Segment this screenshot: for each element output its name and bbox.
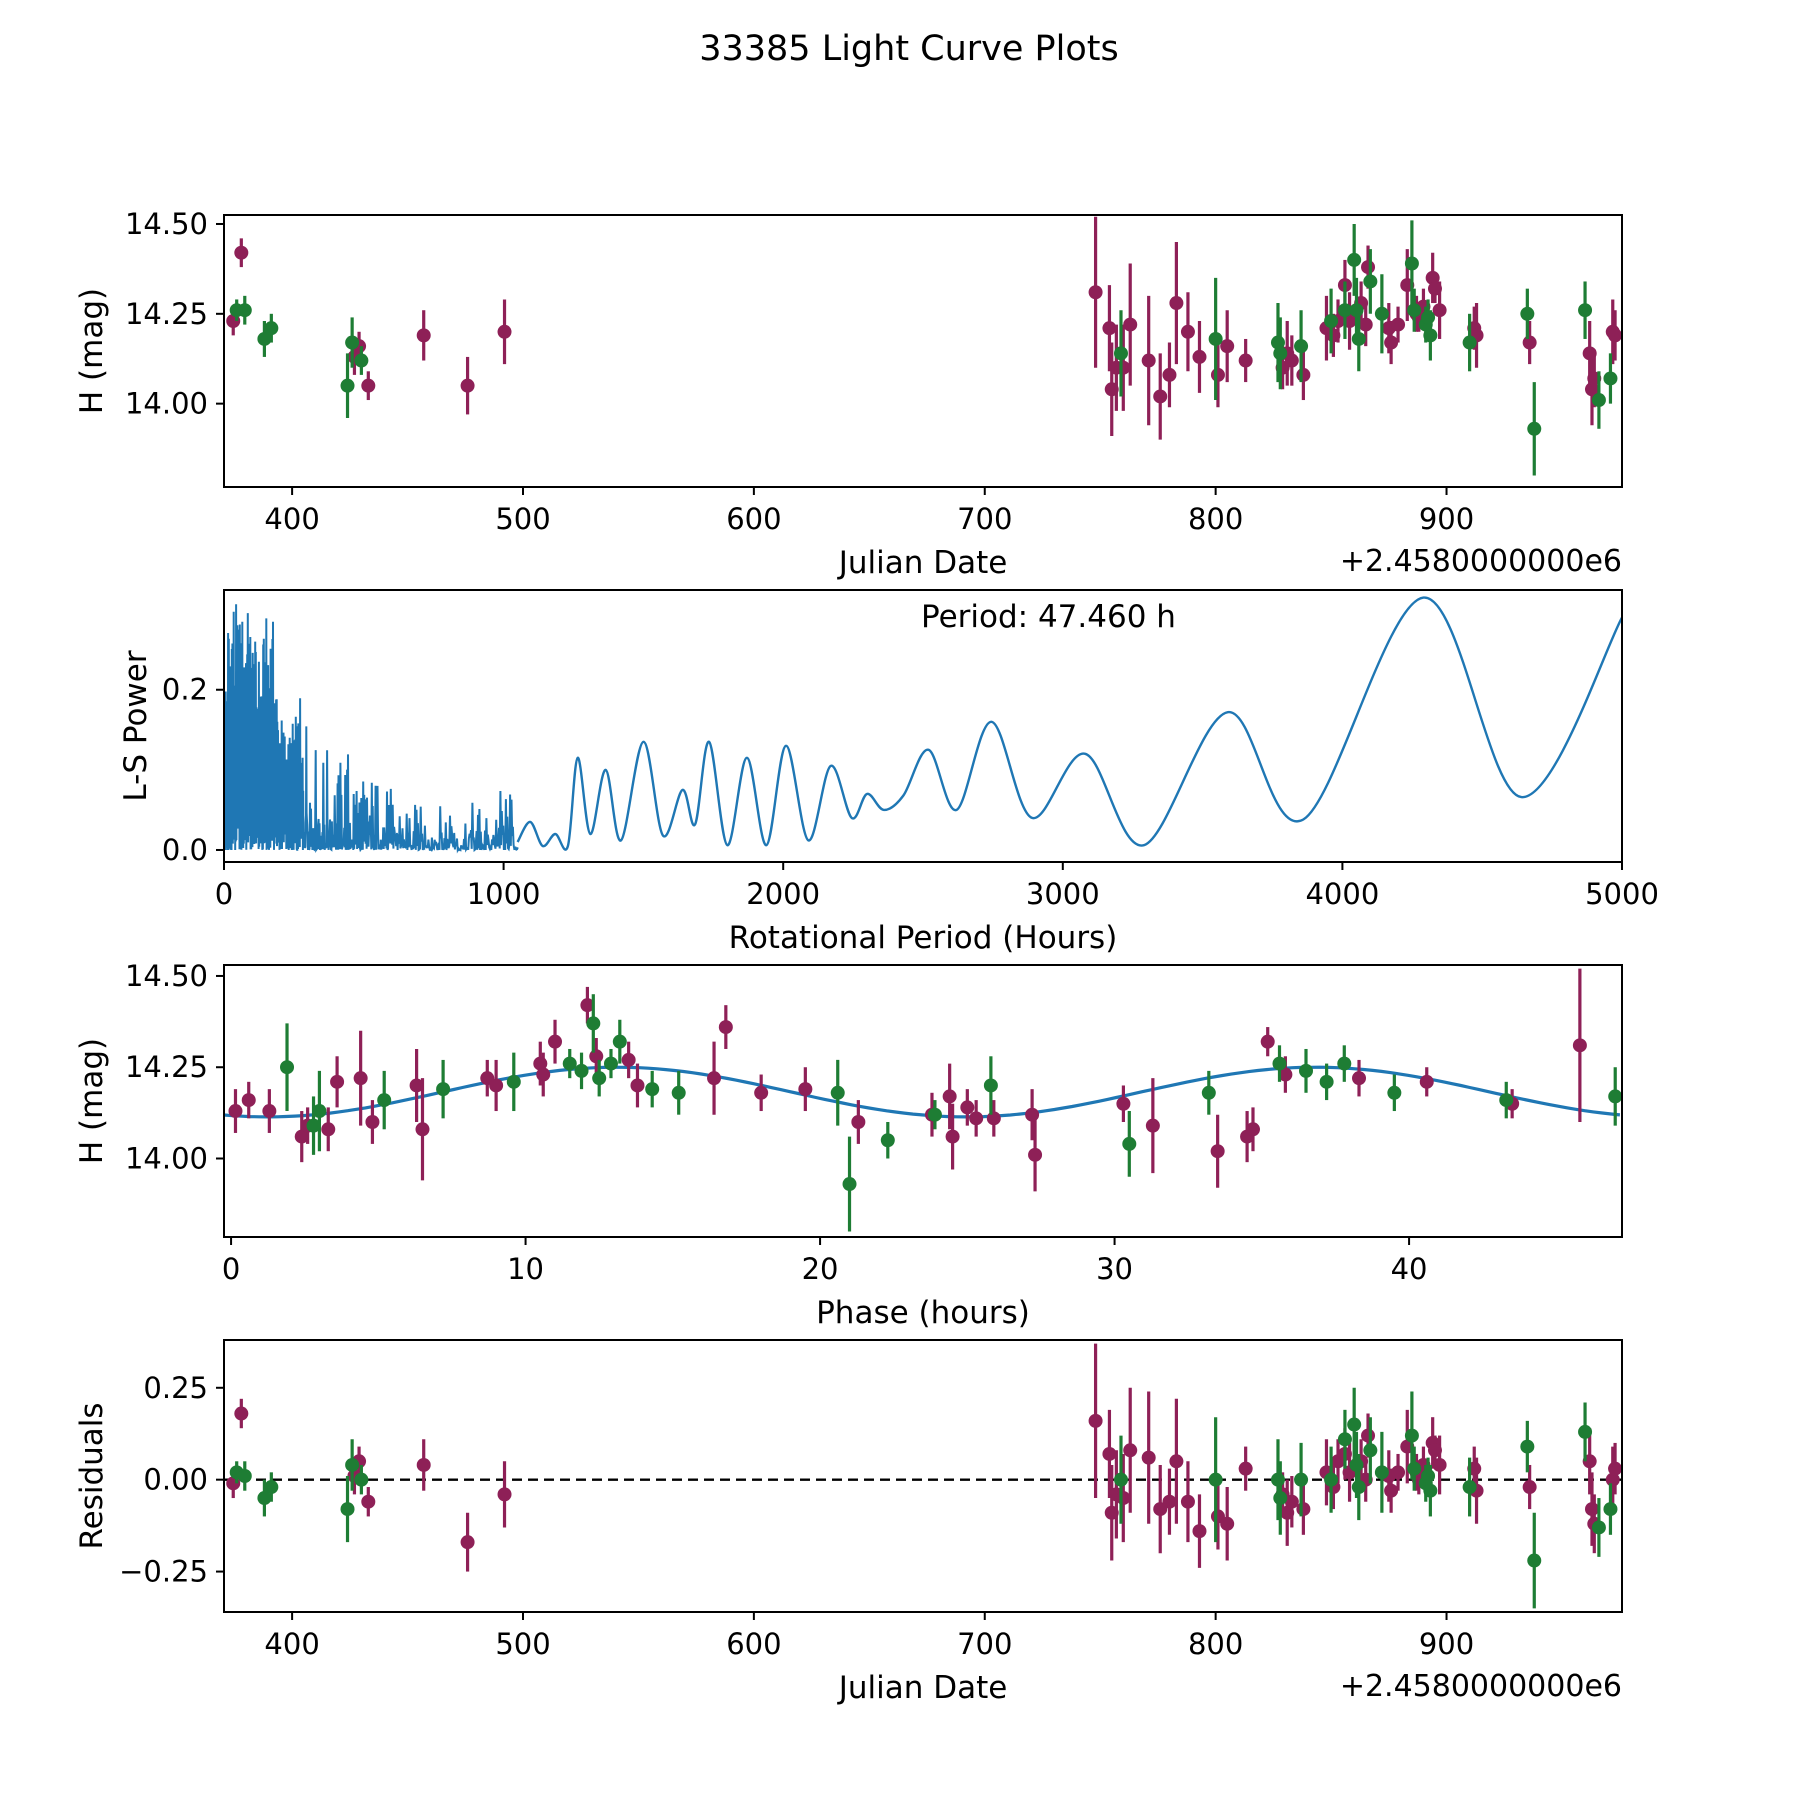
panel2-xlabel: Rotational Period (Hours) — [728, 920, 1118, 956]
phased-lightcurve-errorbars-purple — [235, 969, 1579, 1192]
tick-label: −0.25 — [119, 1554, 208, 1589]
tick-label: 4000 — [1305, 877, 1380, 911]
tick-label: 700 — [957, 502, 1013, 536]
residuals-points-green — [230, 1418, 1618, 1568]
phased-lightcurve-ticks — [216, 976, 1409, 1245]
phased-lightcurve-spines — [224, 965, 1622, 1237]
tick-label: 10 — [507, 1252, 545, 1286]
tick-label: 5000 — [1585, 877, 1659, 911]
panel4-ylabel: Residuals — [74, 1402, 110, 1550]
tick-label: 900 — [1418, 502, 1475, 536]
tick-label: 800 — [1187, 502, 1244, 536]
residuals-errorbars-purple — [233, 1344, 1615, 1572]
tick-label: 30 — [1096, 1252, 1134, 1286]
tick-label: 400 — [264, 502, 320, 536]
periodogram-plot-area — [226, 598, 1622, 850]
tick-label: 0.0 — [161, 832, 208, 867]
tick-label: 14.50 — [124, 958, 208, 993]
tick-label: 20 — [801, 1252, 839, 1286]
tick-label: 600 — [726, 1627, 782, 1661]
tick-label: 14.00 — [124, 1141, 208, 1176]
tick-label: 14.50 — [124, 206, 208, 241]
tick-label: 14.25 — [124, 296, 208, 331]
panel1-xlabel: Julian Date — [838, 545, 1008, 581]
tick-label: 600 — [726, 502, 782, 536]
tick-label: 800 — [1187, 1627, 1244, 1661]
tick-label: 3000 — [1025, 877, 1100, 911]
tick-label: 0 — [221, 1252, 241, 1286]
panel3-xlabel: Phase (hours) — [816, 1295, 1030, 1331]
tick-label: 500 — [495, 1627, 551, 1661]
tick-label: 1000 — [466, 877, 541, 911]
tick-label: 0.25 — [143, 1370, 208, 1405]
residuals-tick-labels — [119, 1371, 1474, 1661]
lightcurve-ticks — [216, 224, 1447, 495]
tick-label: 900 — [1418, 1627, 1475, 1661]
phased-lightcurve-points-purple — [228, 998, 1586, 1162]
period-annotation: Period: 47.460 h — [921, 599, 1176, 635]
panel2-ylabel: L-S Power — [118, 650, 154, 802]
tick-label: 2000 — [746, 877, 821, 911]
phased-lightcurve-plot-area — [224, 969, 1622, 1232]
residuals-plot-area — [224, 1344, 1622, 1609]
lightcurve-plot-area — [226, 217, 1622, 476]
residuals-ticks — [216, 1388, 1447, 1620]
lightcurve-errorbars-green — [237, 220, 1611, 475]
panel1-ylabel: H (mag) — [74, 287, 110, 415]
tick-label: 400 — [264, 1627, 320, 1661]
sinusoid-fit-line — [224, 1067, 1620, 1117]
figure-title: 33385 Light Curve Plots — [699, 29, 1119, 69]
tick-label: 0.2 — [161, 672, 208, 707]
tick-label: 500 — [495, 502, 551, 536]
periodogram-curve — [518, 598, 1622, 850]
panel4-x-offset: +2.4580000000e6 — [1339, 1669, 1622, 1704]
panel4-xlabel: Julian Date — [838, 1670, 1008, 1706]
residuals-errorbars-green — [237, 1388, 1611, 1609]
tick-label: 0.00 — [143, 1462, 208, 1497]
lightcurve-errorbars-purple — [233, 217, 1615, 440]
tick-label: 14.00 — [124, 386, 208, 421]
periodogram-ticks — [216, 690, 1622, 870]
tick-label: 14.25 — [124, 1050, 208, 1085]
tick-label: 700 — [957, 1627, 1013, 1661]
tick-label: 40 — [1390, 1252, 1428, 1286]
panel1-x-offset: +2.4580000000e6 — [1339, 544, 1622, 579]
periodogram-noise-region — [226, 604, 518, 850]
panel3-ylabel: H (mag) — [74, 1037, 110, 1165]
tick-label: 0 — [214, 877, 234, 911]
